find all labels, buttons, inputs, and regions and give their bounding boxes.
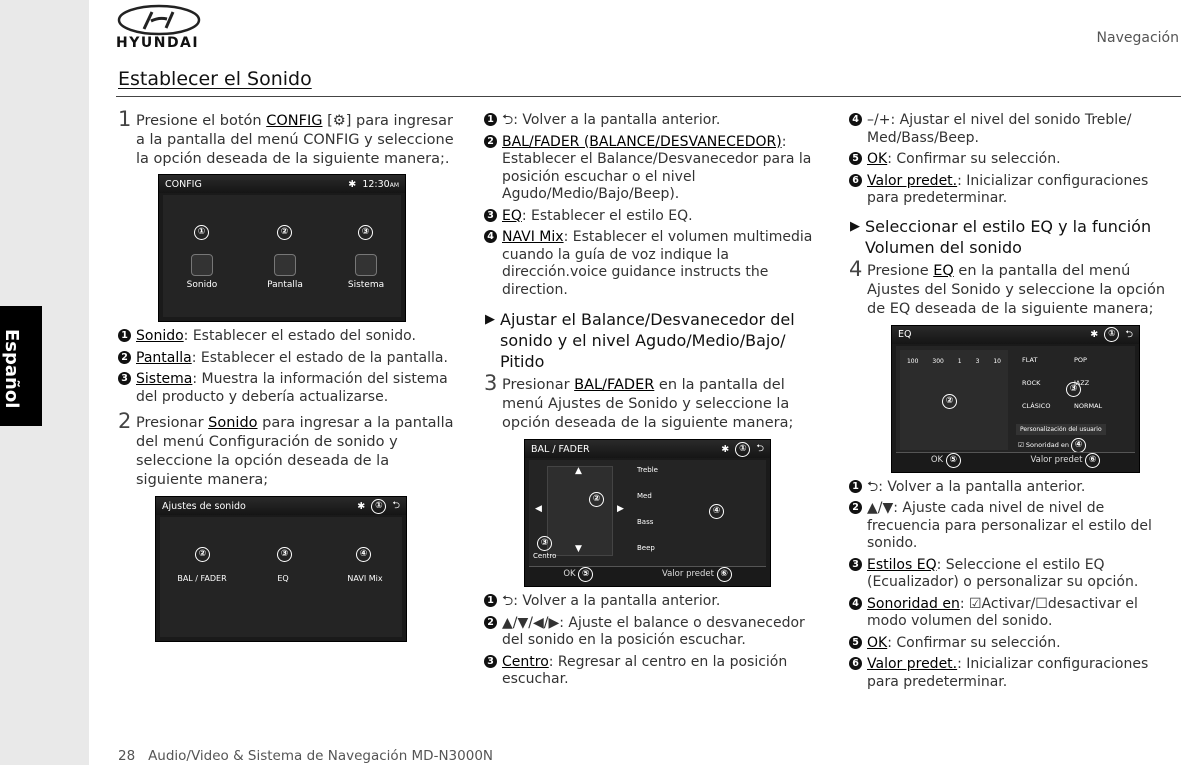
legend-item (849, 112, 1175, 147)
marker-1: ① (194, 225, 209, 240)
sound-item-label: NAVI Mix (347, 574, 383, 583)
config-screen (158, 174, 406, 322)
sound-item-eq[interactable] (263, 574, 303, 583)
legend-text: : Establecer el Balance/Desvanecedor para la posición escuchar o el nivel Agudo/Medio/Bajo/Beep). (502, 133, 812, 202)
step-number: 1 (118, 107, 132, 131)
step-4 (849, 256, 1175, 319)
legend-number: 2 (484, 135, 497, 148)
legend-number: 4 (484, 230, 497, 243)
legend-item (118, 328, 458, 346)
legend-text: : Seleccione el estilo EQ (Ecualizador) o personalizar su opción. (867, 556, 1139, 590)
legend-item (484, 112, 814, 130)
loudness-toggle[interactable]: ☑ Sonoridad en ④ (1018, 438, 1086, 453)
ok-label: OK (930, 454, 944, 465)
column-2 (484, 112, 814, 693)
clock-ampm: AM (389, 181, 399, 189)
sound-item-bal-fader[interactable] (170, 574, 234, 583)
step-number: 4 (849, 256, 863, 281)
legend-text: : Establecer el volumen multimedia cuando la guía de voz indique la dirección.voice guidance instructs the direction. (502, 229, 813, 298)
legend-number: 4 (849, 113, 862, 126)
back-icon[interactable]: ⮌ (392, 500, 400, 511)
band-label: 3 (975, 357, 980, 365)
clock (362, 179, 399, 190)
bal-fader-legend (484, 593, 814, 689)
legend-number: 3 (849, 558, 862, 571)
legend-text: : Regresar al centro en la posición escuchar. (502, 653, 788, 687)
screen-titlebar (892, 326, 1139, 344)
legend-number: 1 (118, 329, 131, 342)
eq-button-ref: EQ (933, 262, 954, 279)
step-text: en la pantalla del menú Ajustes del Sonido y seleccione la opción de EQ deseada de la siguiente manera; (867, 262, 1166, 317)
marker-6: ⑥ (717, 567, 732, 582)
legend-label: Sistema (136, 371, 193, 387)
marker-1: ① (735, 442, 750, 457)
legend-label: Pantalla (136, 349, 192, 366)
marker-3: ③ (277, 547, 292, 562)
eq-style-option[interactable]: JAZZ (1074, 378, 1090, 387)
legend-text: : Inicializar configuraciones para predeterminar. (867, 172, 1149, 206)
arrow-up-icon[interactable]: ▲ (575, 466, 582, 476)
sound-settings-screen (155, 496, 407, 642)
legend-text: –/+: Ajustar el nivel del sonido Treble/ Med/Bass/Beep. (867, 112, 1132, 146)
legend-item (484, 134, 814, 204)
step-3 (484, 371, 814, 433)
legend-label: NAVI Mix (502, 229, 564, 245)
legend-label: Centro (502, 653, 549, 670)
legend-number: 6 (849, 174, 862, 187)
arrow-left-icon[interactable]: ◀ (535, 504, 542, 514)
sound-item-label: EQ (277, 574, 289, 583)
legend-label: OK (867, 151, 888, 167)
legend-number: 2 (484, 616, 497, 629)
step-1 (118, 107, 458, 169)
reset-button[interactable] (1030, 453, 1100, 468)
screen-titlebar (156, 497, 406, 515)
bal-fader-legend-cont (849, 112, 1175, 208)
config-button-ref: CONFIG (266, 113, 323, 129)
level-row (637, 518, 653, 526)
legend-number: 1 (849, 480, 862, 493)
clock-time: 12:30 (362, 178, 390, 190)
eq-style-option[interactable]: NORMAL (1074, 402, 1103, 411)
speaker-icon (191, 254, 213, 276)
screen-button-bar (896, 452, 1135, 468)
screen-title: CONFIG (165, 178, 202, 190)
legend-item (849, 656, 1175, 691)
legend-item (849, 500, 1175, 553)
step-2 (118, 409, 458, 490)
step-text: para ingresar a la pantalla del menú Configuración de sonido y seleccione la opción deseada de la siguiente manera; (136, 415, 454, 488)
bal-fader-button-ref: BAL/FADER (574, 377, 655, 393)
legend-label: EQ (502, 207, 522, 224)
back-icon[interactable]: ⮌ (1125, 328, 1133, 340)
bluetooth-icon: ✱ (721, 443, 730, 455)
screen-title: Ajustes de sonido (162, 500, 246, 512)
legend-number: 5 (849, 636, 862, 649)
level-row (637, 544, 655, 552)
marker-5: ⑤ (946, 453, 961, 468)
user-custom-button[interactable]: Personalización del usuario (1016, 424, 1106, 435)
eq-style-option[interactable]: CLÁSICO (1022, 402, 1051, 411)
legend-text: ⮌: Volver a la pantalla anterior. (502, 593, 721, 609)
legend-number: 1 (484, 113, 497, 126)
eq-screen (891, 325, 1140, 473)
display-icon (274, 254, 296, 276)
legend-item (849, 557, 1175, 592)
marker-1: ① (1104, 327, 1119, 342)
section-subhead (849, 216, 1175, 258)
legend-text: : Establecer el estilo EQ. (521, 207, 693, 224)
step-text: [⚙] para ingresar a la pantalla del menú CONFIG y seleccione la opción deseada de la siguiente manera;. (136, 113, 454, 167)
bluetooth-icon: ✱ (357, 500, 366, 512)
marker-3: ③ (537, 536, 552, 551)
screen-body (896, 346, 1135, 452)
sonido-button-ref: Sonido (208, 415, 258, 431)
marker-2: ② (195, 547, 210, 562)
balance-pad[interactable] (547, 466, 613, 556)
legend-number: 1 (484, 594, 497, 607)
screen-body (163, 195, 401, 317)
marker-4: ④ (356, 547, 371, 562)
step-number: 2 (118, 409, 132, 433)
eq-style-option[interactable]: ROCK (1022, 378, 1041, 387)
step-text: Presione el botón (136, 113, 267, 129)
section-label: Navegación (1096, 30, 1179, 46)
legend-text: : ☑Activar/☐desactivar el modo volumen del sonido. (867, 595, 1138, 629)
screen-title: EQ (898, 329, 912, 340)
center-button[interactable]: Centro (533, 552, 557, 560)
marker-5: ⑤ (578, 567, 593, 582)
subhead-text: Seleccionar el estilo EQ y la función Volumen del sonido (865, 216, 1152, 257)
language-label: Español (1, 329, 22, 409)
level-row (637, 492, 652, 500)
step-text: Presionar (502, 377, 575, 393)
brand-wordmark: HYUNDAI (116, 35, 200, 51)
eq-legend (849, 479, 1175, 692)
legend-text: : Inicializar configuraciones para predeterminar. (867, 656, 1149, 690)
legend-text: : Establecer el estado de la pantalla. (191, 349, 448, 366)
legend-text: : Confirmar su selección. (887, 151, 1061, 167)
config-item-label: Sonido (186, 280, 218, 290)
screen-body (529, 460, 766, 566)
column-1 (118, 107, 458, 642)
legend-number: 3 (118, 372, 131, 385)
legend-number: 3 (484, 655, 497, 668)
bal-fader-screen (524, 439, 771, 587)
ok-button[interactable] (931, 453, 961, 468)
loudness-label: Sonoridad en (1025, 440, 1070, 449)
page-number: 28 (118, 748, 136, 764)
ok-label: OK (563, 569, 576, 579)
bullet-triangle-icon: ▶ (485, 312, 495, 327)
marker-4: ④ (709, 504, 724, 519)
step-text: Presione (867, 262, 934, 279)
config-item-sonido[interactable] (182, 240, 222, 290)
legend-item (484, 229, 814, 299)
legend-label: Sonido (136, 328, 184, 344)
legend-item (849, 173, 1175, 208)
marker-6: ⑥ (1085, 453, 1100, 468)
marker-2: ② (589, 492, 604, 507)
ok-button[interactable] (563, 567, 593, 582)
step-text: en la pantalla del menú Ajustes de Sonido y seleccione la opción deseada de la siguiente manera; (502, 377, 794, 431)
eq-style-option[interactable]: POP (1074, 355, 1087, 364)
screen-title: BAL / FADER (531, 443, 590, 455)
legend-number: 6 (849, 657, 862, 670)
legend-text: : Establecer el estado del sonido. (183, 328, 416, 344)
legend-number: 2 (118, 351, 131, 364)
legend-number: 3 (484, 209, 497, 222)
reset-button[interactable] (662, 567, 732, 582)
screen-button-bar (529, 566, 766, 582)
legend-item (849, 596, 1175, 631)
legend-text: ▲/▼: Ajuste cada nivel de nivel de frecuencia para personalizar el estilo del sonido. (867, 500, 1152, 551)
config-item-label: Pantalla (267, 280, 303, 290)
level-label: Bass (637, 518, 654, 526)
config-legend (118, 328, 458, 406)
legend-label: BAL/FADER (BALANCE/DESVANECEDOR) (502, 133, 782, 150)
level-label: Beep (637, 544, 655, 552)
screen-titlebar (159, 175, 405, 193)
legend-number: 2 (849, 501, 862, 514)
config-item-pantalla[interactable] (265, 240, 305, 290)
arrow-down-icon[interactable]: ▼ (575, 544, 582, 554)
level-row (637, 466, 658, 474)
band-label: 300 (932, 357, 944, 365)
sound-item-label: BAL / FADER (177, 574, 227, 583)
legend-item (484, 593, 814, 611)
page-footer (118, 748, 493, 764)
sound-legend (484, 112, 814, 299)
page-title: Establecer el Sonido (118, 68, 312, 90)
arrow-right-icon[interactable]: ▶ (617, 504, 624, 514)
legend-label: Sonoridad en (867, 595, 960, 612)
bullet-triangle-icon: ▶ (850, 218, 860, 234)
marker-2: ② (942, 394, 957, 409)
eq-style-option[interactable]: FLAT (1022, 355, 1038, 364)
section-subhead (484, 309, 814, 372)
legend-number: 5 (849, 152, 862, 165)
legend-text: : Muestra la información del sistema del producto y debería actualizarse. (136, 371, 448, 405)
legend-item (849, 151, 1175, 169)
marker-1: ① (371, 499, 386, 514)
legend-text: : Confirmar su selección. (887, 634, 1061, 651)
legend-text: ▲/▼/◀/▶: Ajuste el balance o desvanecedor del sonido en la posición escuchar. (502, 614, 805, 648)
system-icon (355, 254, 377, 276)
legend-item (118, 350, 458, 368)
reset-label: Valor predet (661, 569, 714, 579)
legend-item (484, 208, 814, 226)
legend-number: 4 (849, 597, 862, 610)
screen-body (160, 517, 402, 637)
subhead-text: Ajustar el Balance/Desvanecedor del sonido y el nivel Agudo/Medio/Bajo/ Pitido (500, 310, 795, 371)
language-sidebar (0, 0, 89, 765)
step-number: 3 (484, 371, 498, 395)
marker-3: ③ (1066, 382, 1081, 397)
reset-label: Valor predet (1030, 454, 1083, 465)
legend-text: ⮌: Volver a la pantalla anterior. (502, 112, 721, 128)
bluetooth-icon: ✱ (348, 178, 357, 190)
legend-label: Valor predet. (867, 656, 958, 672)
band-label: 10 (993, 357, 1001, 365)
legend-label: OK (867, 634, 888, 651)
level-label: Treble (637, 466, 658, 474)
legend-label: Valor predet. (867, 172, 958, 189)
config-item-label: Sistema (347, 280, 385, 290)
band-label: 1 (957, 357, 962, 365)
step-text: Presionar (136, 415, 209, 431)
footer-text: Audio/Video & Sistema de Navegación MD-N3000N (148, 748, 494, 764)
bluetooth-icon: ✱ (1090, 329, 1099, 340)
marker-3: ③ (358, 225, 373, 240)
title-rule (116, 96, 1181, 97)
legend-item (849, 635, 1175, 653)
marker-4: ④ (1071, 438, 1086, 453)
back-icon[interactable]: ⮌ (756, 443, 764, 454)
band-label: 100 (906, 357, 919, 365)
marker-2: ② (277, 225, 292, 240)
legend-item (849, 479, 1175, 497)
legend-label: Estilos EQ (867, 556, 937, 573)
level-label: Med (637, 492, 652, 500)
screen-titlebar (525, 440, 770, 458)
column-3 (849, 112, 1175, 695)
legend-item (484, 615, 814, 650)
config-item-sistema[interactable] (346, 240, 386, 290)
legend-text: ⮌: Volver a la pantalla anterior. (867, 478, 1086, 495)
legend-item (118, 371, 458, 406)
sound-item-navi-mix[interactable] (336, 574, 394, 583)
legend-item (484, 654, 814, 689)
